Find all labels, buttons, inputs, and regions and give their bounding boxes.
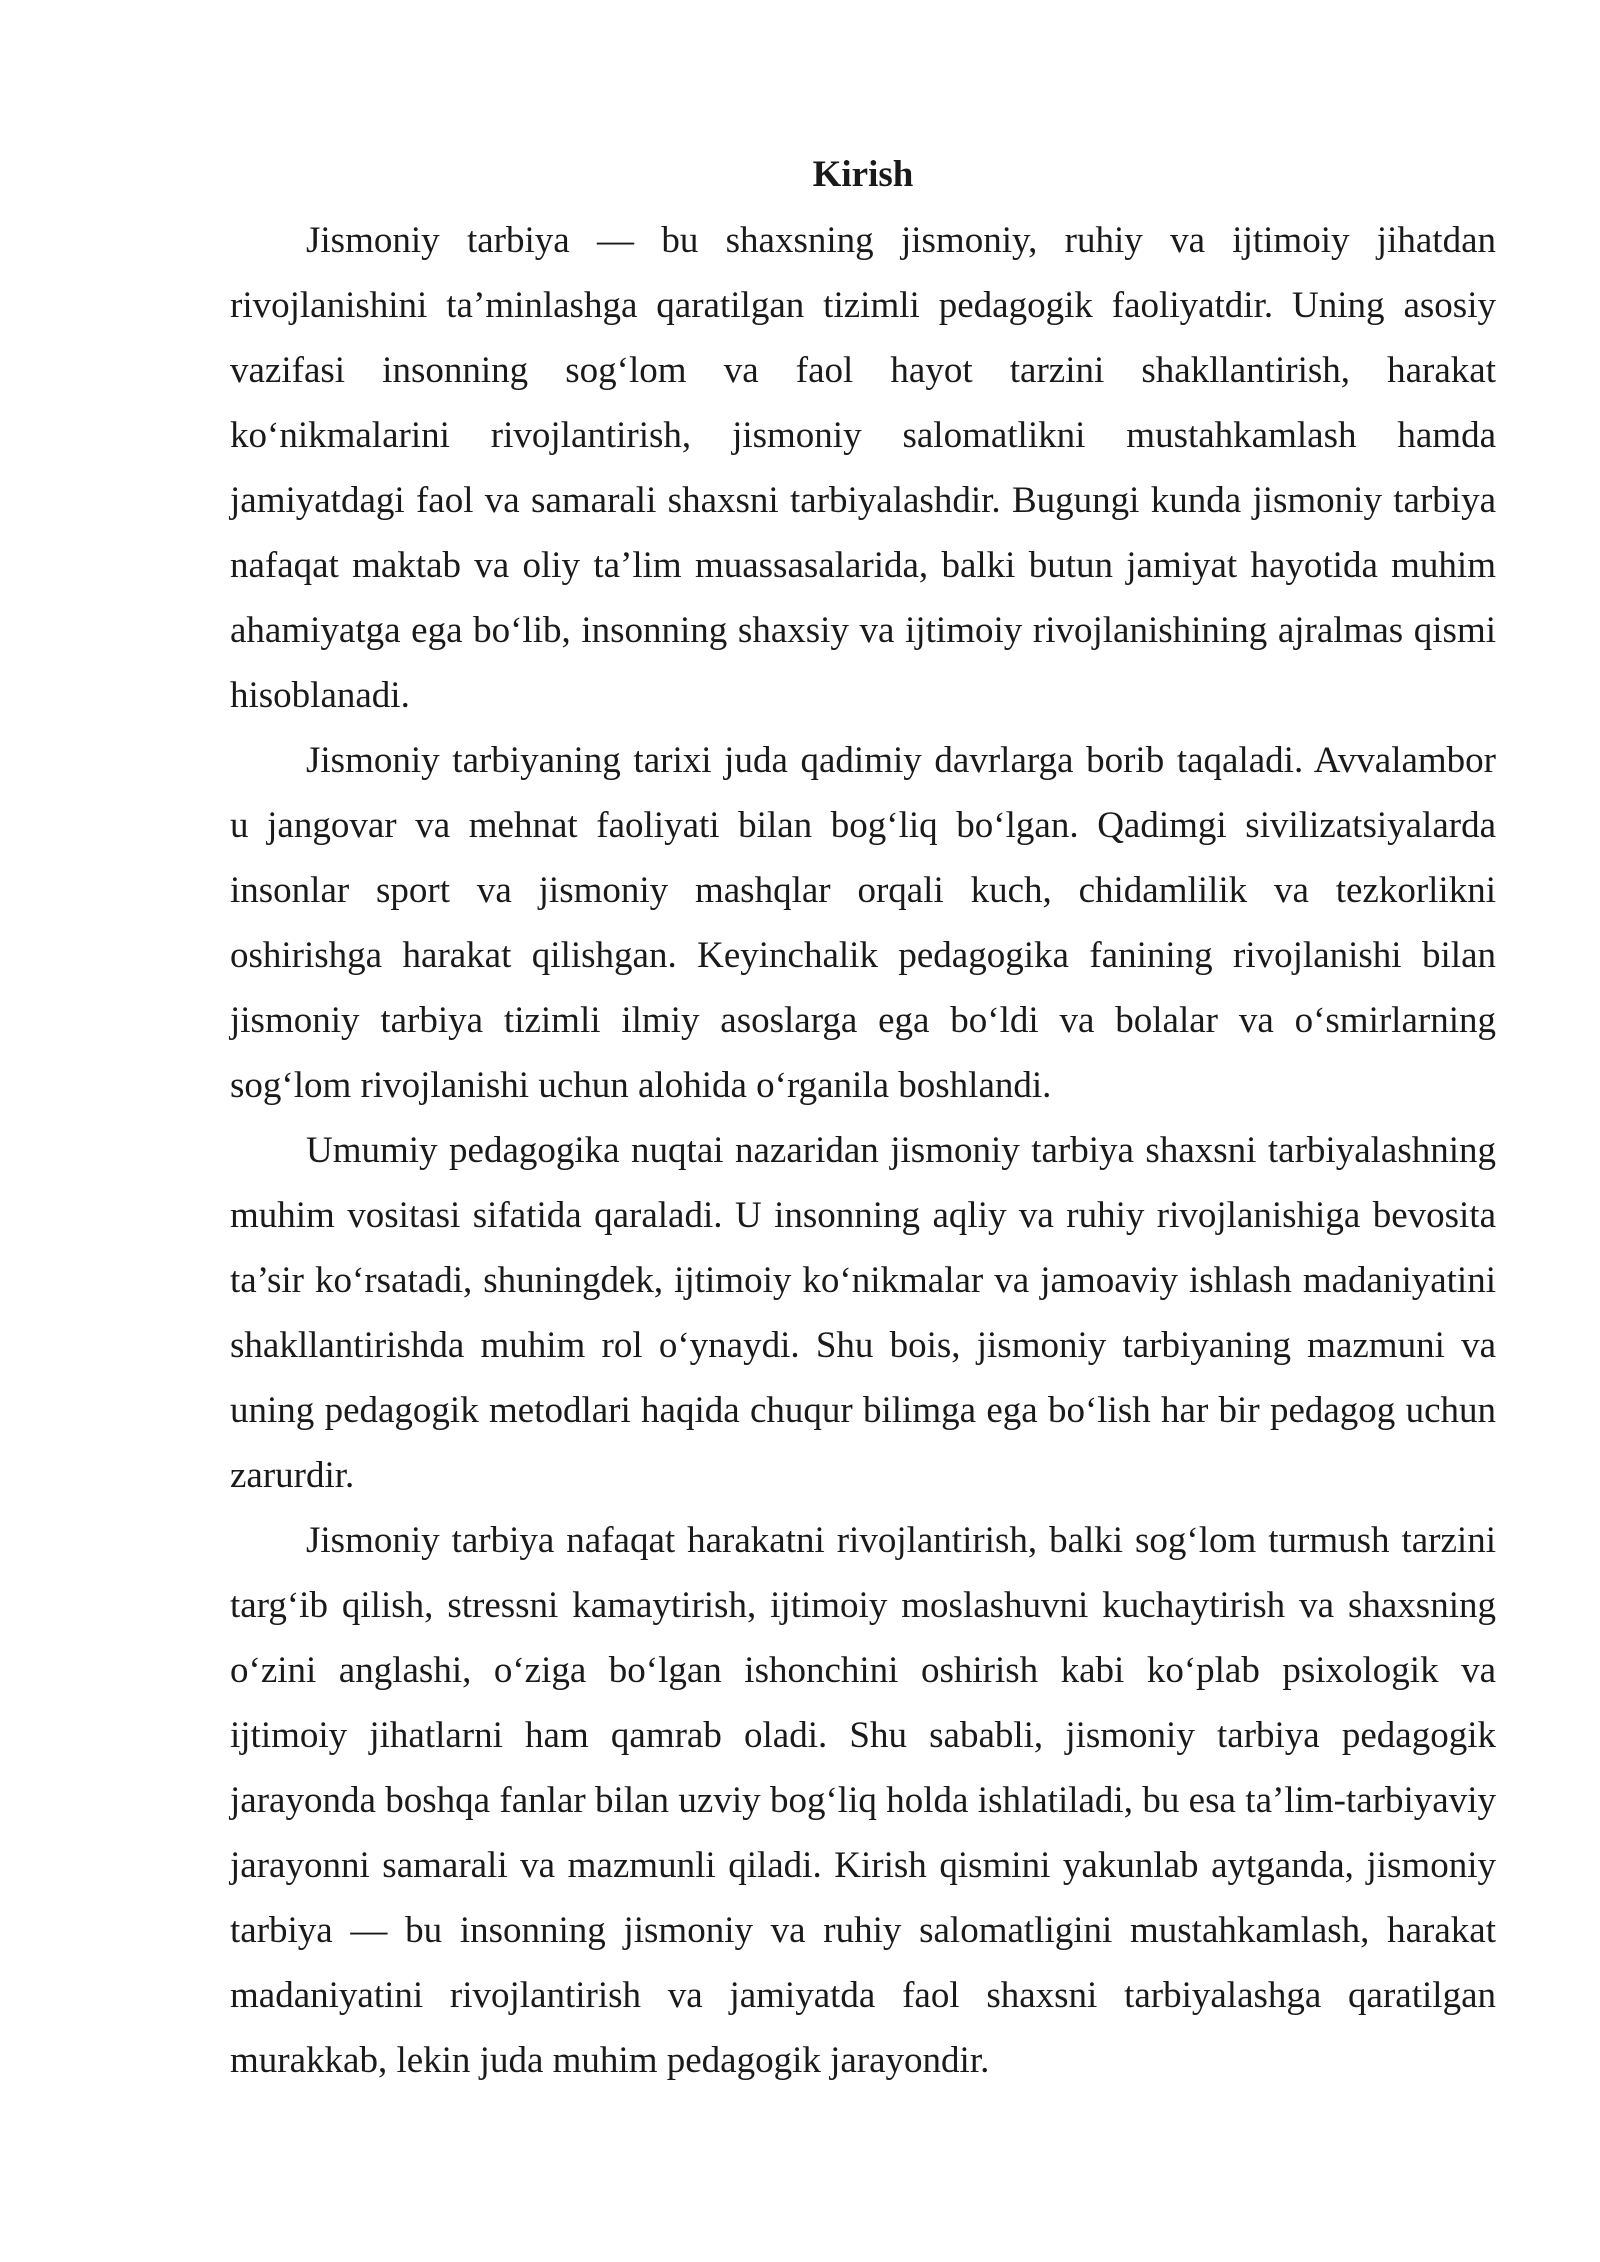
paragraph-3: Umumiy pedagogika nuqtai nazaridan jismoniy tarbiya shaxsni tarbiyalashning muhim vositasi sifatida qaraladi. U insonning aqliy va ruhiy rivojlanishiga bevosita ta’sir ko‘rsatadi, shuningdek, ijtimoiy ko‘nikmalar va jamoaviy ishlash madaniyatini shakllantirishda muhim rol o‘ynaydi. Shu bois, jismoniy tarbiyaning mazmuni va uning pedagogik metodlari haqida chuqur bilimga ega bo‘lish har bir pedagog uchun zarurdir. (230, 1130, 1496, 1496)
paragraph-2: Jismoniy tarbiyaning tarixi juda qadimiy davrlarga borib taqaladi. Avvalambor u jangovar va mehnat faoliyati bilan bog‘liq bo‘lgan. Qadimgi sivilizatsiyalarda insonlar sport va jismoniy mashqlar orqali kuch, chidamlilik va tezkorlikni oshirishga harakat qilishgan. Keyinchalik pedagogika fanining rivojlanishi bilan jismoniy tarbiya tizimli ilmiy asoslarga ega bo‘ldi va bolalar va o‘smirlarning sog‘lom rivojlanishi uchun alohida o‘rganila boshlandi. (230, 740, 1496, 1106)
paragraph-1: Jismoniy tarbiya — bu shaxsning jismoniy, ruhiy va ijtimoiy jihatdan rivojlanishini ta’minlashga qaratilgan tizimli pedagogik faoliyatdir. Uning asosiy vazifasi insonning sog‘lom va faol hayot tarzini shakllantirish, harakat ko‘nikmalarini rivojlantirish, jismoniy salomatlikni mustahkamlash hamda jamiyatdagi faol va samarali shaxsni tarbiyalashdir. Bugungi kunda jismoniy tarbiya nafaqat maktab va oliy ta’lim muassasalarida, balki butun jamiyat hayotida muhim ahamiyatga ega bo‘lib, insonning shaxsiy va ijtimoiy rivojlanishining ajralmas qismi hisoblanadi. (230, 220, 1496, 716)
page-title: Kirish (812, 154, 914, 195)
paragraph-4: Jismoniy tarbiya nafaqat harakatni rivojlantirish, balki sog‘lom turmush tarzini targ‘ib qilish, stressni kamaytirish, ijtimoiy moslashuvni kuchaytirish va shaxsning o‘zini anglashi, o‘ziga bo‘lgan ishonchini oshirish kabi ko‘plab psixologik va ijtimoiy jihatlarni ham qamrab oladi. Shu sababli, jismoniy tarbiya pedagogik jarayonda boshqa fanlar bilan uzviy bog‘liq holda ishlatiladi, bu esa ta’lim-tarbiyaviy jarayonni samarali va mazmunli qiladi. Kirish qismini yakunlab aytganda, jismoniy tarbiya — bu insonning jismoniy va ruhiy salomatligini mustahkamlash, harakat madaniyatini rivojlantirish va jamiyatda faol shaxsni tarbiyalashga qaratilgan murakkab, lekin juda muhim pedagogik jarayondir. (230, 1520, 1496, 2081)
document-body (230, 148, 1496, 2093)
